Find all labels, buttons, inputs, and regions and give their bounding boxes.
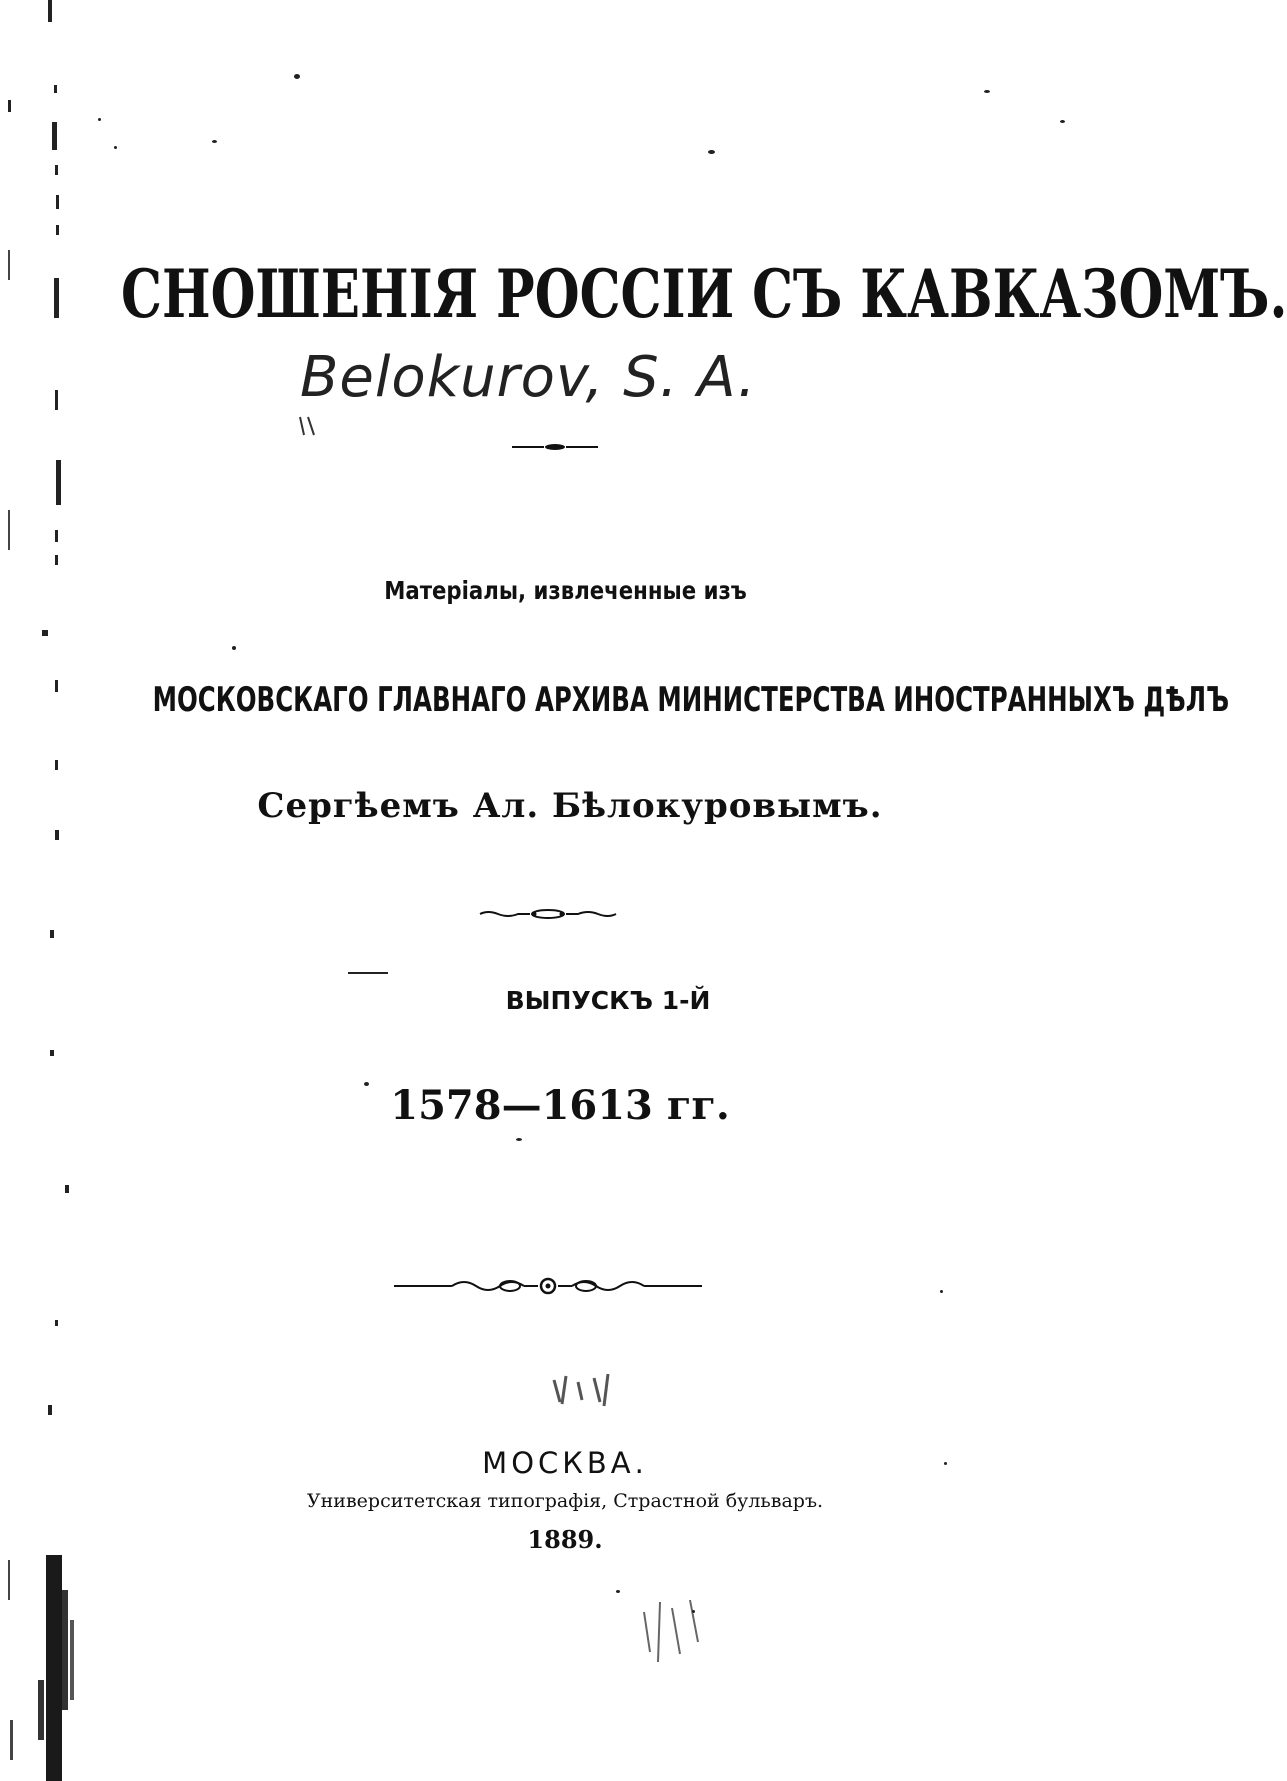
- printer-line: Университетская типографiя, Страстной бульваръ.: [306, 1490, 824, 1512]
- title-ornament-divider: [510, 440, 600, 454]
- scan-speck: [616, 1590, 620, 1593]
- scan-speck: [114, 146, 117, 149]
- pencil-mark: [636, 1592, 706, 1672]
- handwritten-author-note: Belokurov, S. A.: [300, 345, 757, 410]
- scan-edge-marks: [0, 0, 80, 1781]
- central-ornament: [392, 1274, 704, 1298]
- scan-speck: [232, 646, 236, 650]
- subtitle-materials: Матерiалы, извлеченные изъ: [384, 576, 747, 605]
- publication-city: МОСКВА.: [482, 1446, 648, 1480]
- issue-number: ВЫПУСКЪ 1-Й: [505, 986, 711, 1015]
- book-title: СНОШЕНIЯ РОССIИ СЪ КАВКАЗОМЪ.: [121, 255, 1287, 333]
- faint-stamp-mark: [548, 1372, 628, 1412]
- scan-speck: [212, 140, 217, 143]
- scan-speck: [944, 1462, 947, 1465]
- scan-speck: [692, 1610, 695, 1613]
- handwritten-mark: [296, 415, 320, 439]
- scan-speck: [294, 74, 300, 79]
- scan-speck: [348, 972, 388, 974]
- scan-speck: [940, 1290, 943, 1293]
- author-ornament-divider: [478, 906, 618, 922]
- scan-speck: [984, 90, 990, 93]
- scan-speck: [1060, 120, 1065, 123]
- subtitle-archive: МОСКОВСКАГО ГЛАВНАГО АРХИВА МИНИСТЕРСТВА ИНОСТРАННЫХЪ ДѢЛЪ: [152, 680, 1230, 720]
- author-line: Сергѣемъ Ал. Бѣлокуровымъ.: [257, 786, 883, 826]
- scan-speck: [98, 118, 101, 121]
- publication-year: 1889.: [527, 1525, 603, 1554]
- years-range: 1578—1613 гг.: [390, 1082, 730, 1129]
- scan-speck: [364, 1082, 369, 1086]
- scan-speck: [516, 1138, 522, 1141]
- scan-speck: [708, 150, 715, 154]
